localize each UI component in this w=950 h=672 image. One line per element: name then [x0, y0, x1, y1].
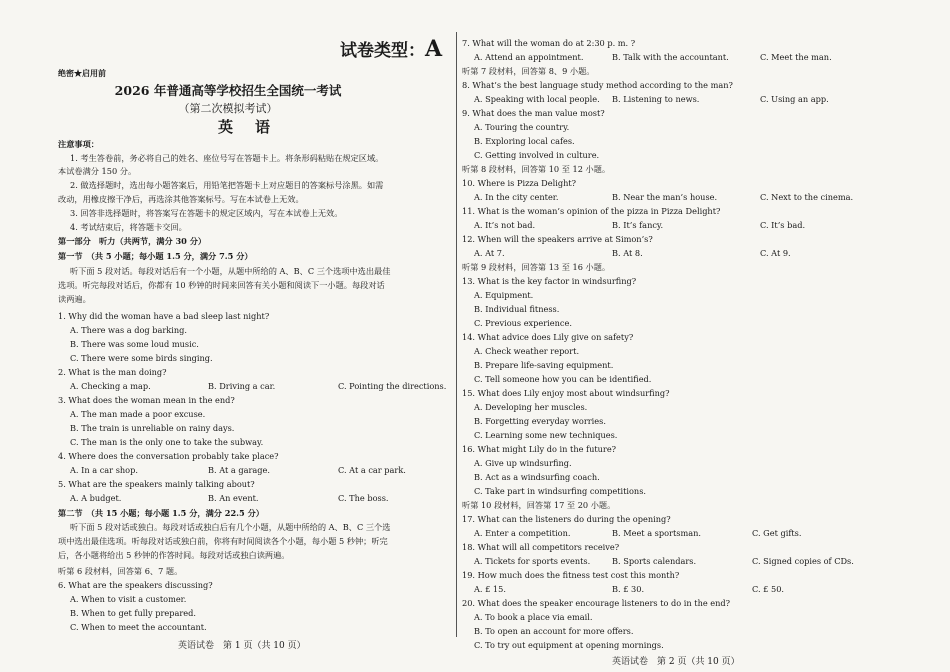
option-b: B. At a garage. [208, 465, 270, 475]
option-b: B. Listening to news. [612, 94, 700, 104]
question-stem: 4. Where does the conversation probably take place? [58, 451, 279, 461]
option-b: B. To open an account for more offers. [474, 626, 634, 636]
option-a: A. To book a place via email. [474, 612, 593, 622]
section2-instruction: 项中选出最佳选项。听每段对话或独白前，你将有时间阅读各个小题，每小题 5 秒钟；听完 [58, 536, 388, 546]
question-stem: 11. What is the woman’s opinion of the pizza in Pizza Delight? [462, 206, 721, 216]
option-a: A. Attend an appointment. [474, 52, 584, 62]
exam-title: 2026 年普通高等学校招生全国统一考试 [114, 83, 342, 98]
question-stem: 12. When will the speakers arrive at Simon’s? [462, 234, 653, 244]
option-c: C. To try out equipment at opening mornings. [474, 640, 664, 650]
option-b: B. Individual fitness. [474, 304, 560, 314]
exam-type-text: 试卷类型： [340, 41, 425, 61]
exam-type-label [340, 36, 442, 62]
question-stem: 7. What will the woman do at 2:30 p. m. ? [462, 38, 636, 48]
option-a: A. The man made a poor excuse. [70, 409, 206, 419]
section2-instruction: 后，各小题将给出 5 秒钟的作答时间。每段对话或独白读两遍。 [58, 550, 290, 560]
option-a: A. Touring the country. [474, 122, 570, 132]
exam-subtitle: （第二次模拟考试） [178, 102, 278, 115]
option-b: B. Prepare life-saving equipment. [474, 360, 614, 370]
section1-instruction: 读两遍。 [58, 294, 91, 304]
question-stem: 1. Why did the woman have a bad sleep last night? [58, 311, 270, 321]
section1-instruction: 选项。听完每段对话后，你都有 10 秒钟的时间来回答有关小题和阅读下一小题。每段对话 [58, 280, 385, 290]
question-stem: 20. What does the speaker encourage listeners to do in the end? [462, 598, 731, 608]
option-b: B. Exploring local cafes. [474, 136, 575, 146]
option-a: A. When to visit a customer. [70, 594, 187, 604]
note-line: 改动，用橡皮擦干净后，再选涂其他答案标号。写在本试卷上无效。 [58, 194, 304, 204]
option-c: C. Tell someone how you can be identified. [474, 374, 652, 384]
option-a: A. Enter a competition. [474, 528, 571, 538]
option-b: B. Driving a car. [208, 381, 276, 391]
option-c: C. Using an app. [760, 94, 829, 104]
option-a: A. Equipment. [474, 290, 534, 300]
material-heading: 听第 6 段材料，回答第 6、7 题。 [58, 566, 183, 576]
option-c: C. It’s bad. [760, 220, 806, 230]
question-stem: 5. What are the speakers mainly talking about? [58, 479, 255, 489]
option-c: C. Learning some new techniques. [474, 430, 618, 440]
section1-instruction: 听下面 5 段对话。每段对话后有一个小题，从题中所给的 A、B、C 三个选项中选出最佳 [70, 266, 391, 276]
option-c: C. Get gifts. [752, 528, 802, 538]
material-heading: 听第 7 段材料，回答第 8、9 小题。 [462, 66, 595, 76]
option-c: C. £ 50. [752, 584, 785, 594]
material-heading: 听第 9 段材料，回答第 13 至 16 小题。 [462, 262, 611, 272]
exam-type-value: A [425, 36, 443, 62]
question-stem: 13. What is the key factor in windsurfing? [462, 276, 637, 286]
option-c: C. The boss. [338, 493, 389, 503]
part1-heading: 第一部分 听力（共两节，满分 30 分） [58, 236, 207, 246]
section2-instruction: 听下面 5 段对话或独白。每段对话或独白后有几个小题，从题中所给的 A、B、C 三个选 [70, 522, 391, 532]
subject-title: 英语 [218, 118, 293, 136]
option-a: A. In the city center. [474, 192, 559, 202]
question-stem: 14. What advice does Lily give on safety? [462, 332, 634, 342]
option-b: B. Act as a windsurfing coach. [474, 472, 600, 482]
option-c: C. Pointing the directions. [338, 381, 447, 391]
option-c: C. Next to the cinema. [760, 192, 854, 202]
note-line: 2. 做选择题时，选出每小题答案后，用铅笔把答题卡上对应题目的答案标号涂黑。如需 [70, 180, 384, 190]
note-line: 4. 考试结束后，将答题卡交回。 [70, 222, 187, 232]
option-c: C. Take part in windsurfing competitions. [474, 486, 647, 496]
page-footer-right: 英语试卷 第 2 页（共 10 页） [612, 657, 740, 667]
option-c: C. At 9. [760, 248, 791, 258]
question-stem: 16. What might Lily do in the future? [462, 444, 617, 454]
material-heading: 听第 10 段材料，回答第 17 至 20 小题。 [462, 500, 616, 510]
option-b: B. Forgetting everyday worries. [474, 416, 606, 426]
question-stem: 18. What will all competitors receive? [462, 542, 620, 552]
option-c: C. Signed copies of CDs. [752, 556, 854, 566]
option-a: A. Developing her muscles. [474, 402, 588, 412]
option-c: C. There were some birds singing. [70, 353, 213, 363]
option-a: A. Checking a map. [70, 381, 151, 391]
question-stem: 17. What can the listeners do during the opening? [462, 514, 671, 524]
option-b: B. An event. [208, 493, 259, 503]
option-a: A. A budget. [70, 493, 122, 503]
option-b: B. The train is unreliable on rainy days. [70, 423, 235, 433]
section2-heading: 第二节 （共 15 小题；每小题 1.5 分，满分 22.5 分） [58, 508, 264, 518]
secret-label: 绝密★启用前 [58, 68, 106, 78]
option-b: B. £ 30. [612, 584, 645, 594]
option-c: C. Meet the man. [760, 52, 832, 62]
option-a: A. There was a dog barking. [70, 325, 187, 335]
option-a: A. At 7. [474, 248, 505, 258]
option-a: A. Check weather report. [474, 346, 580, 356]
column-divider [456, 32, 457, 637]
option-c: C. When to meet the accountant. [70, 622, 207, 632]
option-b: B. When to get fully prepared. [70, 608, 196, 618]
option-a: A. Tickets for sports events. [474, 556, 591, 566]
notes-heading: 注意事项： [58, 139, 99, 149]
option-a: A. £ 15. [474, 584, 506, 594]
option-b: B. Meet a sportsman. [612, 528, 701, 538]
option-b: B. Sports calendars. [612, 556, 697, 566]
option-c: C. Getting involved in culture. [474, 150, 600, 160]
section1-heading: 第一节 （共 5 小题；每小题 1.5 分，满分 7.5 分） [58, 251, 253, 261]
option-a: A. Give up windsurfing. [474, 458, 572, 468]
option-c: C. The man is the only one to take the subway. [70, 437, 264, 447]
option-a: A. Speaking with local people. [474, 94, 600, 104]
question-stem: 10. Where is Pizza Delight? [462, 178, 577, 188]
material-heading: 听第 8 段材料，回答第 10 至 12 小题。 [462, 164, 611, 174]
option-b: B. There was some loud music. [70, 339, 199, 349]
question-stem: 19. How much does the fitness test cost this month? [462, 570, 680, 580]
page-footer-left: 英语试卷 第 1 页（共 10 页） [178, 641, 306, 651]
question-stem: 3. What does the woman mean in the end? [58, 395, 235, 405]
note-line: 3. 回答非选择题时，将答案写在答题卡的规定区域内，写在本试卷上无效。 [70, 208, 343, 218]
question-stem: 8. What’s the best language study method according to the man? [462, 80, 733, 90]
option-c: C. At a car park. [338, 465, 406, 475]
option-b: B. It’s fancy. [612, 220, 664, 230]
option-c: C. Previous experience. [474, 318, 572, 328]
option-b: B. Talk with the accountant. [612, 52, 729, 62]
note-line: 1. 考生答卷前，务必将自己的姓名、座位号写在答题卡上。将条形码粘贴在规定区域。 [70, 153, 384, 163]
note-line: 本试卷满分 150 分。 [58, 166, 137, 176]
option-a: A. It’s not bad. [474, 220, 536, 230]
question-stem: 15. What does Lily enjoy most about windsurfing? [462, 388, 670, 398]
question-stem: 6. What are the speakers discussing? [58, 580, 213, 590]
option-b: B. At 8. [612, 248, 643, 258]
option-a: A. In a car shop. [70, 465, 138, 475]
question-stem: 2. What is the man doing? [58, 367, 167, 377]
question-stem: 9. What does the man value most? [462, 108, 605, 118]
option-b: B. Near the man’s house. [612, 192, 718, 202]
